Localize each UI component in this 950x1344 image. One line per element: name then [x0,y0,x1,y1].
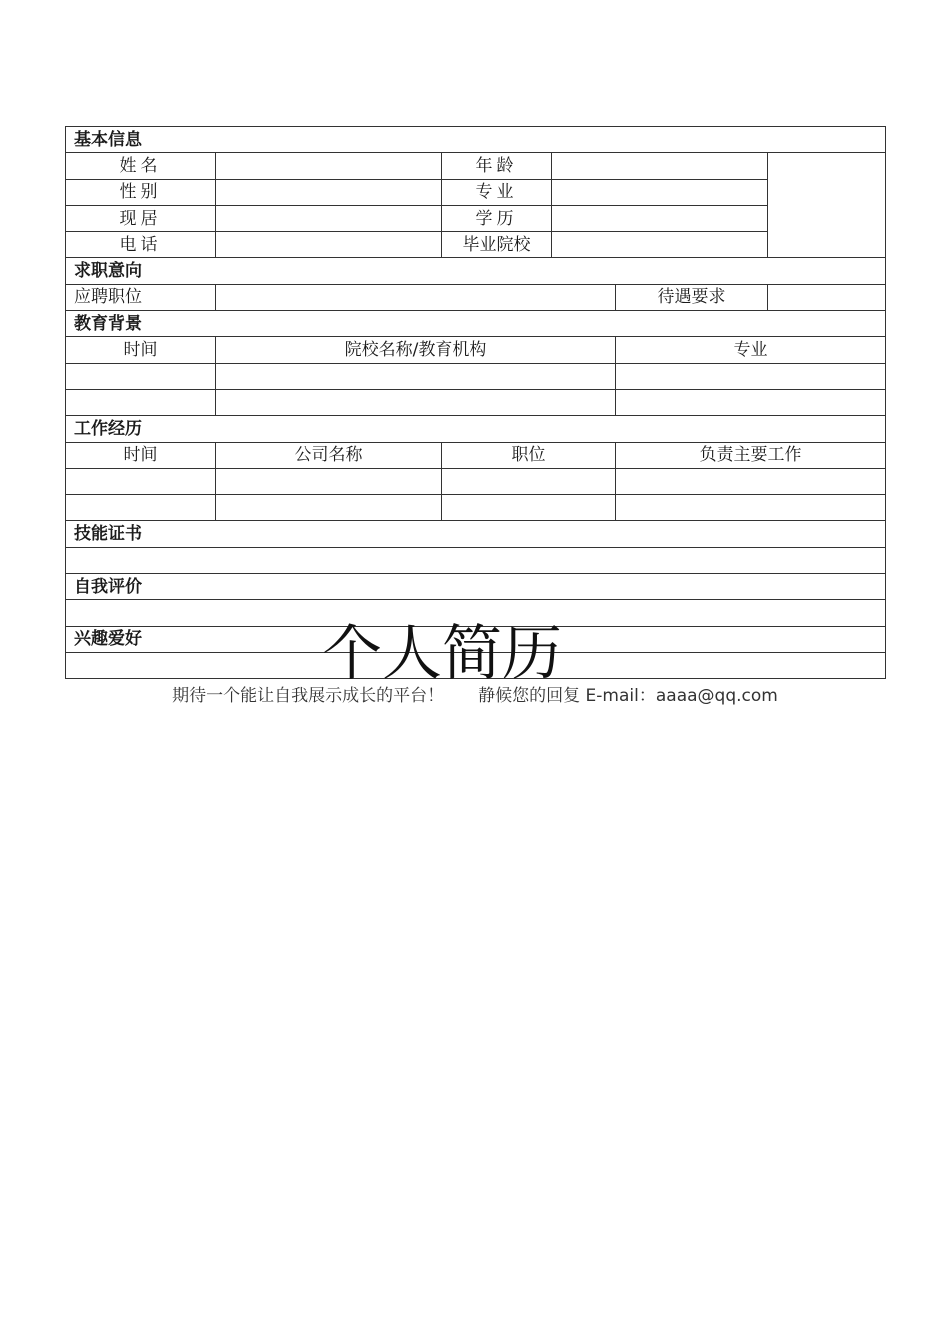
edu-row-2-school[interactable] [216,389,616,415]
work-row-1-time[interactable] [66,468,216,494]
resume-table [65,126,886,679]
footer-slogan: 期待一个能让自我展示成长的平台！ [172,686,445,706]
footer-email[interactable]: aaaa@qq.com [655,686,778,706]
work-header-time: 时间 [66,442,216,468]
hobbies-field[interactable] [66,652,886,678]
page-title: 个人简历 [322,619,562,689]
phone-field[interactable] [216,232,442,258]
age-field[interactable] [552,153,768,179]
position-label: 应聘职位 [66,284,216,310]
work-row-1-position[interactable] [442,468,616,494]
edu-header-school: 院校名称/教育机构 [216,337,616,363]
self-evaluation-field[interactable] [66,600,886,626]
phone-label: 电话 [66,232,216,258]
major-field[interactable] [552,179,768,205]
gender-label: 性别 [66,179,216,205]
work-row-2-company[interactable] [216,495,442,521]
salary-field[interactable] [768,284,886,310]
degree-label: 学历 [442,205,552,231]
edu-row-2-time[interactable] [66,389,216,415]
section-job-intent: 求职意向 [66,258,886,284]
salary-label: 待遇要求 [616,284,768,310]
degree-field[interactable] [552,205,768,231]
name-field[interactable] [216,153,442,179]
work-header-position: 职位 [442,442,616,468]
section-hobbies: 兴趣爱好 [66,626,886,652]
work-header-company: 公司名称 [216,442,442,468]
edu-row-1-time[interactable] [66,363,216,389]
edu-row-1-school[interactable] [216,363,616,389]
work-header-duties: 负责主要工作 [616,442,886,468]
section-basic-info: 基本信息 [66,127,886,153]
work-row-2-duties[interactable] [616,495,886,521]
edu-row-1-major[interactable] [616,363,886,389]
edu-header-major: 专业 [616,337,886,363]
school-field[interactable] [552,232,768,258]
age-label: 年龄 [442,153,552,179]
footer-contact-prefix: 静候您的回复 E-mail： [478,686,656,706]
edu-row-2-major[interactable] [616,389,886,415]
photo-box[interactable] [768,153,886,258]
name-label: 姓名 [66,153,216,179]
work-row-2-position[interactable] [442,495,616,521]
work-row-2-time[interactable] [66,495,216,521]
footer-line [0,685,950,707]
position-field[interactable] [216,284,616,310]
section-work: 工作经历 [66,416,886,442]
work-row-1-duties[interactable] [616,468,886,494]
section-skills: 技能证书 [66,521,886,547]
school-label: 毕业院校 [442,232,552,258]
skills-field[interactable] [66,547,886,573]
residence-label: 现居 [66,205,216,231]
major-label: 专业 [442,179,552,205]
gender-field[interactable] [216,179,442,205]
section-self-evaluation: 自我评价 [66,574,886,600]
edu-header-time: 时间 [66,337,216,363]
residence-field[interactable] [216,205,442,231]
section-education: 教育背景 [66,311,886,337]
work-row-1-company[interactable] [216,468,442,494]
